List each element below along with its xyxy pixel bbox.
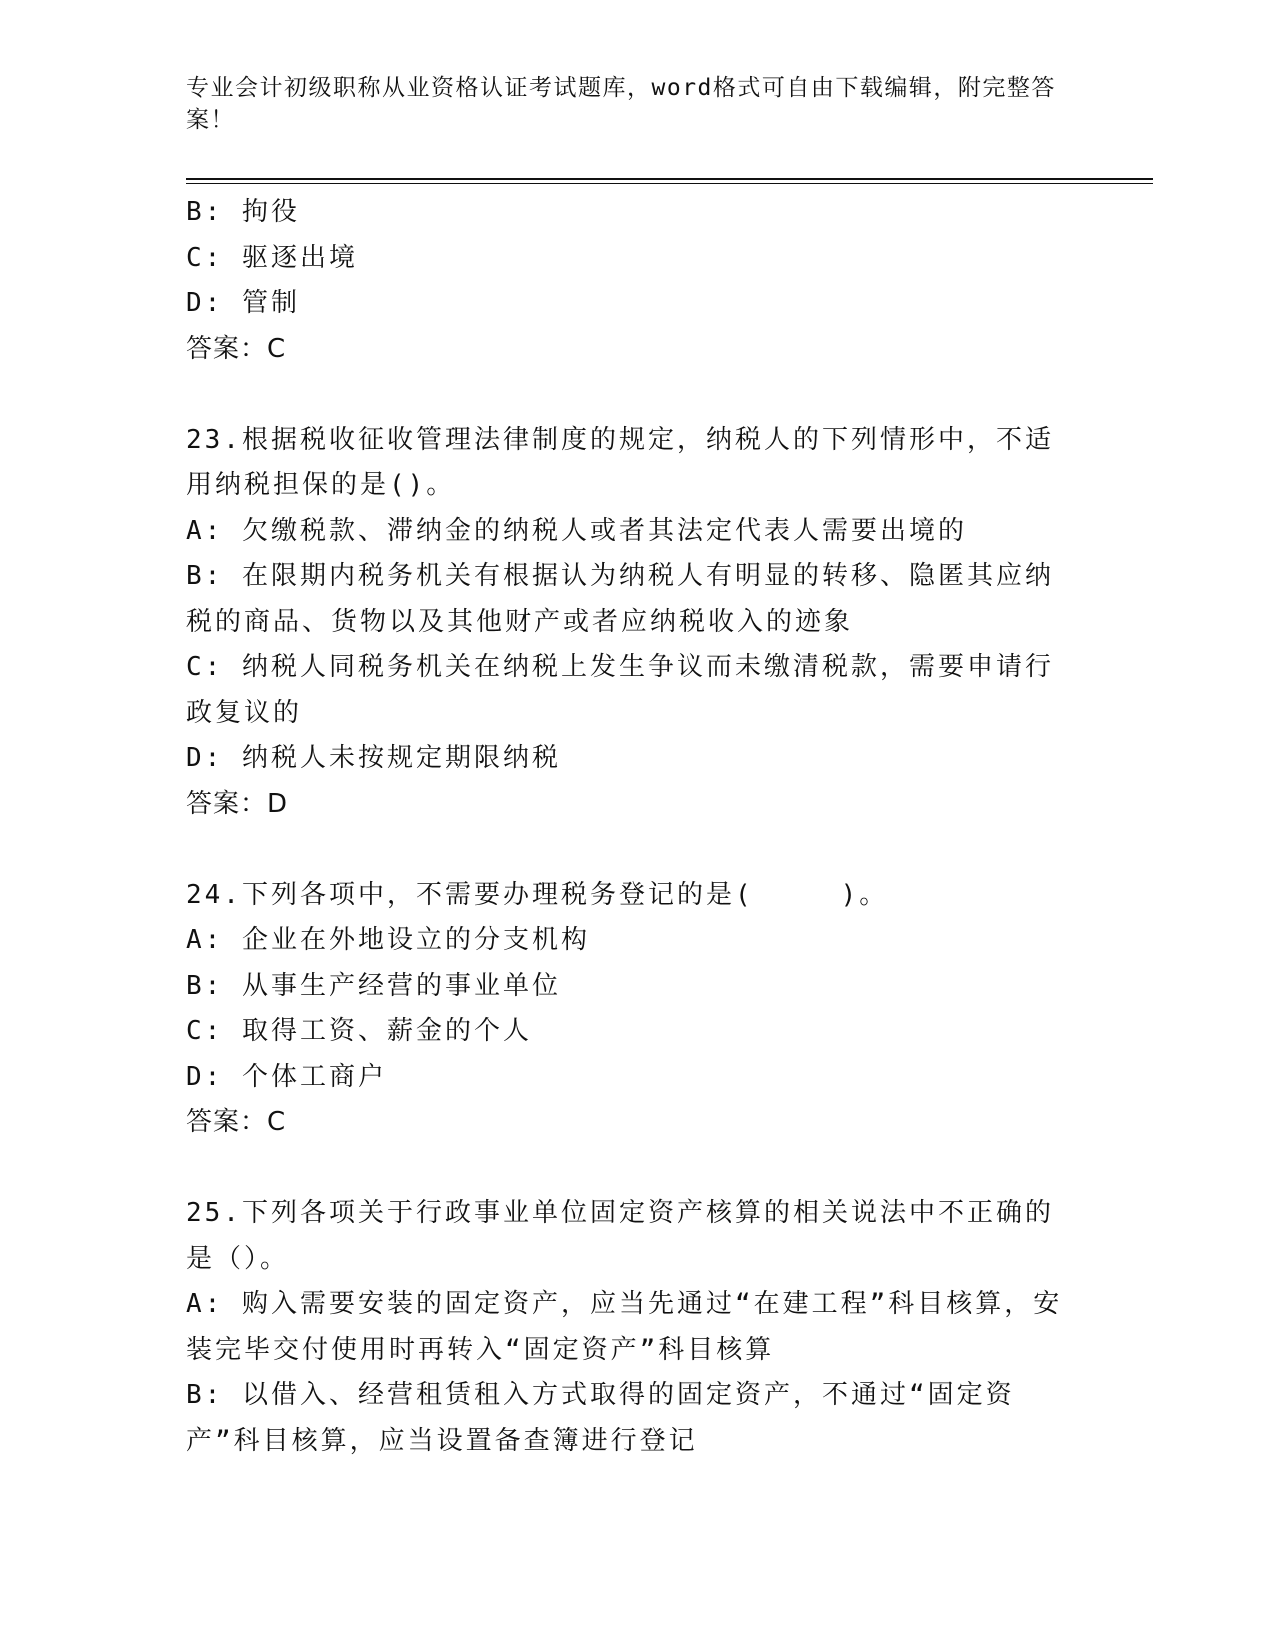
spacer [186,372,1076,418]
answer-line: 答案：D [186,788,289,819]
header-rule-thick [186,178,1153,180]
question-stem-25: 25.下列各项关于行政事业单位固定资产核算的相关说法中不正确的是（）。 [186,1198,1054,1274]
option-b: B: 拘役 [186,197,300,227]
option-c: C: 取得工资、薪金的个人 [186,1016,532,1046]
spacer [186,827,1076,873]
option-d: D: 管制 [186,288,300,318]
option-d: D: 纳税人未按规定期限纳税 [186,743,561,773]
header-rule-thin [186,183,1153,184]
option-b: B: 从事生产经营的事业单位 [186,970,561,1001]
question-content [186,190,1076,1464]
option-b: B: 在限期内税务机关有根据认为纳税人有明显的转移、隐匿其应纳税的商品、货物以及其他财产或者应纳税收入的迹象 [186,561,1054,637]
option-b: B: 以借入、经营租赁租入方式取得的固定资产，不通过“固定资产”科目核算，应当设置备查簿进行登记 [186,1380,1015,1456]
question-stem-24: 24.下列各项中，不需要办理税务登记的是( )。 [186,879,889,910]
spacer [186,1146,1076,1192]
option-c: C: 纳税人同税务机关在纳税上发生争议而未缴清税款，需要申请行政复议的 [186,652,1054,728]
option-d: D: 个体工商户 [186,1061,387,1092]
option-a: A: 企业在外地设立的分支机构 [186,925,590,955]
question-stem-23: 23.根据税收征收管理法律制度的规定，纳税人的下列情形中，不适用纳税担保的是()。 [186,424,1054,500]
answer-line: 答案：C [186,1107,287,1137]
option-c: C: 驱逐出境 [186,242,358,273]
page-header: 专业会计初级职称从业资格认证考试题库，word格式可自由下载编辑，附完整答案！ [186,75,1056,133]
answer-line: 答案：C [186,333,287,364]
option-a: A: 欠缴税款、滞纳金的纳税人或者其法定代表人需要出境的 [186,515,967,546]
option-a: A: 购入需要安装的固定资产，应当先通过“在建工程”科目核算，安装完毕交付使用时再转入“固定资产”科目核算 [186,1289,1063,1365]
